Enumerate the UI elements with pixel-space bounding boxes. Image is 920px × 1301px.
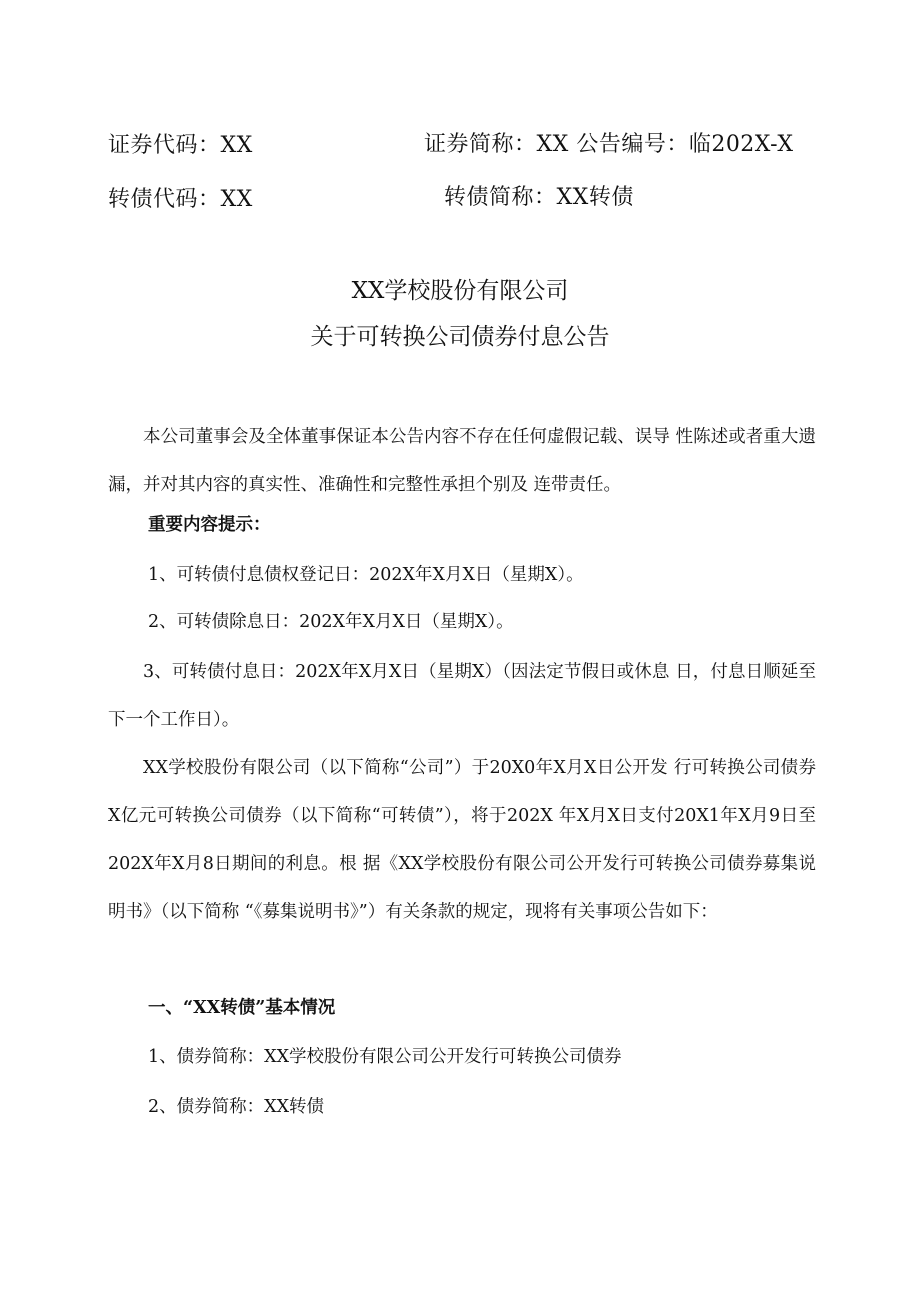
bond-code: 转债代码：XX <box>108 187 253 212</box>
highlights-heading: 重要内容提示： <box>148 515 271 535</box>
highlight-item-payment-date: 3、可转债付息日：202X年X月X日（星期X）（因法定节假日或休息 日，付息日顺延至下一个工作日）。 <box>108 662 816 730</box>
security-code: 证券代码：XX <box>108 133 253 158</box>
section-1-heading: 一、“XX转债”基本情况 <box>148 998 336 1018</box>
bond-abbr: 转债简称：XX转债 <box>444 185 634 210</box>
disclaimer-paragraph: 本公司董事会及全体董事保证本公告内容不存在任何虚假记载、误导 性陈述或者重大遗漏，并对其内容的真实性、准确性和完整性承担个别及 连带责任。 <box>108 427 816 495</box>
highlight-item-ex-interest-date: 2、可转债除息日：202X年X月X日（星期X）。 <box>148 612 514 632</box>
body-paragraph: XX学校股份有限公司（以下简称“公司”）于20X0年X月X日公开发 行可转换公司债券X亿元可转换公司债券（以下简称“可转债”），将于202X 年X月X日支付20X1年X月9日至202X年X月8日期间的利息。根 据《XX学校股份有限公司公开发行可转换公司债券募集说明书》（以下简称 “《募集说明书》”）有关条款的规定，现将有关事项公告如下： <box>108 758 816 922</box>
document-title-notice: 关于可转换公司债券付息公告 <box>310 324 610 350</box>
document-title-company: XX学校股份有限公司 <box>351 278 569 304</box>
section-1-item-bond-full-name: 1、债券简称：XX学校股份有限公司公开发行可转换公司债券 <box>148 1047 622 1067</box>
highlight-item-record-date: 1、可转债付息债权登记日：202X年X月X日（星期X）。 <box>148 565 584 585</box>
section-1-item-bond-abbr: 2、债券简称：XX转债 <box>148 1097 325 1117</box>
security-abbr-and-notice-number: 证券简称：XX 公告编号：临202X-X <box>424 132 794 157</box>
